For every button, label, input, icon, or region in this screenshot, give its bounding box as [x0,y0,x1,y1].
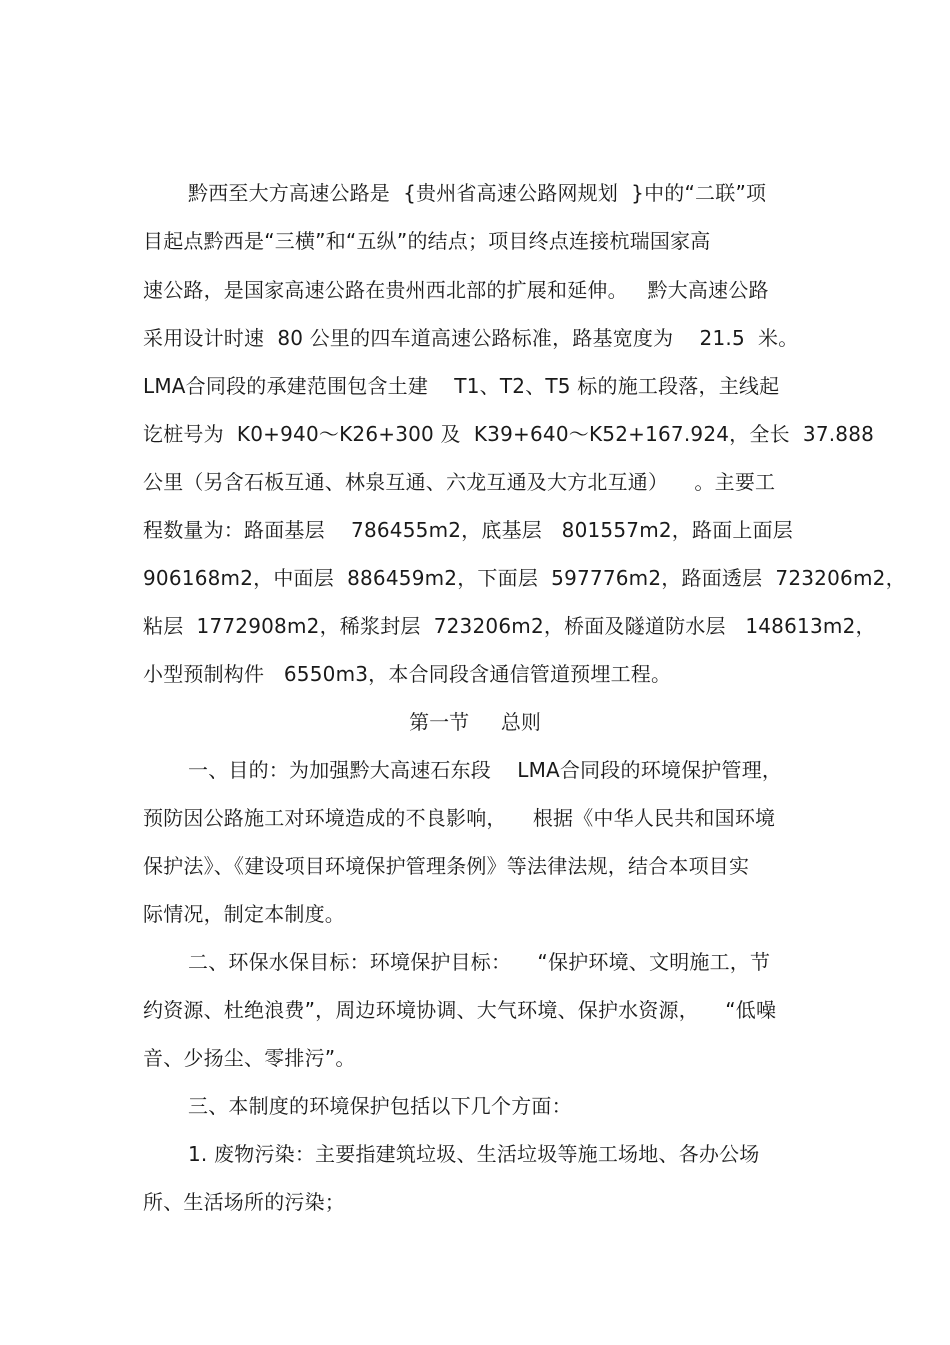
intro-line: 黔西至大方高速公路是 {贵州省高速公路网规划 }中的“二联”项 [188,181,767,205]
section-heading: 第一节 总则 [409,710,541,734]
target-line: 音、少扬尘、零排污”。 [143,1046,356,1070]
purpose-line: 保护法》、《建设项目环境保护管理条例》等法律法规，结合本项目实 [143,854,750,878]
intro-line: 目起点黔西是“三横”和“五纵”的结点；项目终点连接杭瑞国家高 [143,229,711,253]
scope-line: 三、本制度的环境保护包括以下几个方面： [188,1094,572,1118]
intro-line: 速公路，是国家高速公路在贵州西北部的扩展和延伸。 黔大高速公路 [143,278,769,302]
target-line: 约资源、杜绝浪费”，周边环境协调、大气环境、保护水资源， “低噪 [143,998,777,1022]
purpose-line: 际情况，制定本制度。 [143,902,345,926]
intro-line: 程数量为：路面基层 786455m2，底基层 801557m2，路面上面层 [143,518,794,542]
intro-line: 粘层 1772908m2，稀浆封层 723206m2，桥面及隧道防水层 148613m2， [143,614,876,638]
target-line: 二、环保水保目标：环境保护目标： “保护环境、文明施工，节 [188,950,771,974]
intro-line: 小型预制构件 6550m3，本合同段含通信管道预埋工程。 [143,662,672,686]
intro-line: LMA合同段的承建范围包含土建 T1、T2、T5 标的施工段落，主线起 [143,374,780,398]
purpose-line: 一、目的：为加强黔大高速石东段 LMA合同段的环境保护管理， [188,758,783,782]
intro-line: 采用设计时速 80 公里的四车道高速公路标准，路基宽度为 21.5 米。 [143,326,799,350]
waste-line: 1. 废物污染：主要指建筑垃圾、生活垃圾等施工场地、各办公场 [188,1142,760,1166]
intro-line: 906168m2，中面层 886459m2，下面层 597776m2，路面透层 723206m2， [143,566,906,590]
waste-line: 所、生活场所的污染； [143,1190,345,1214]
intro-line: 公里（另含石板互通、林泉互通、六龙互通及大方北互通） 。主要工 [143,470,776,494]
intro-line: 讫桩号为 K0+940～K26+300 及 K39+640～K52+167.924，全长 37.888 [143,422,875,446]
purpose-line: 预防因公路施工对环境造成的不良影响， 根据《中华人民共和国环境 [143,806,776,830]
